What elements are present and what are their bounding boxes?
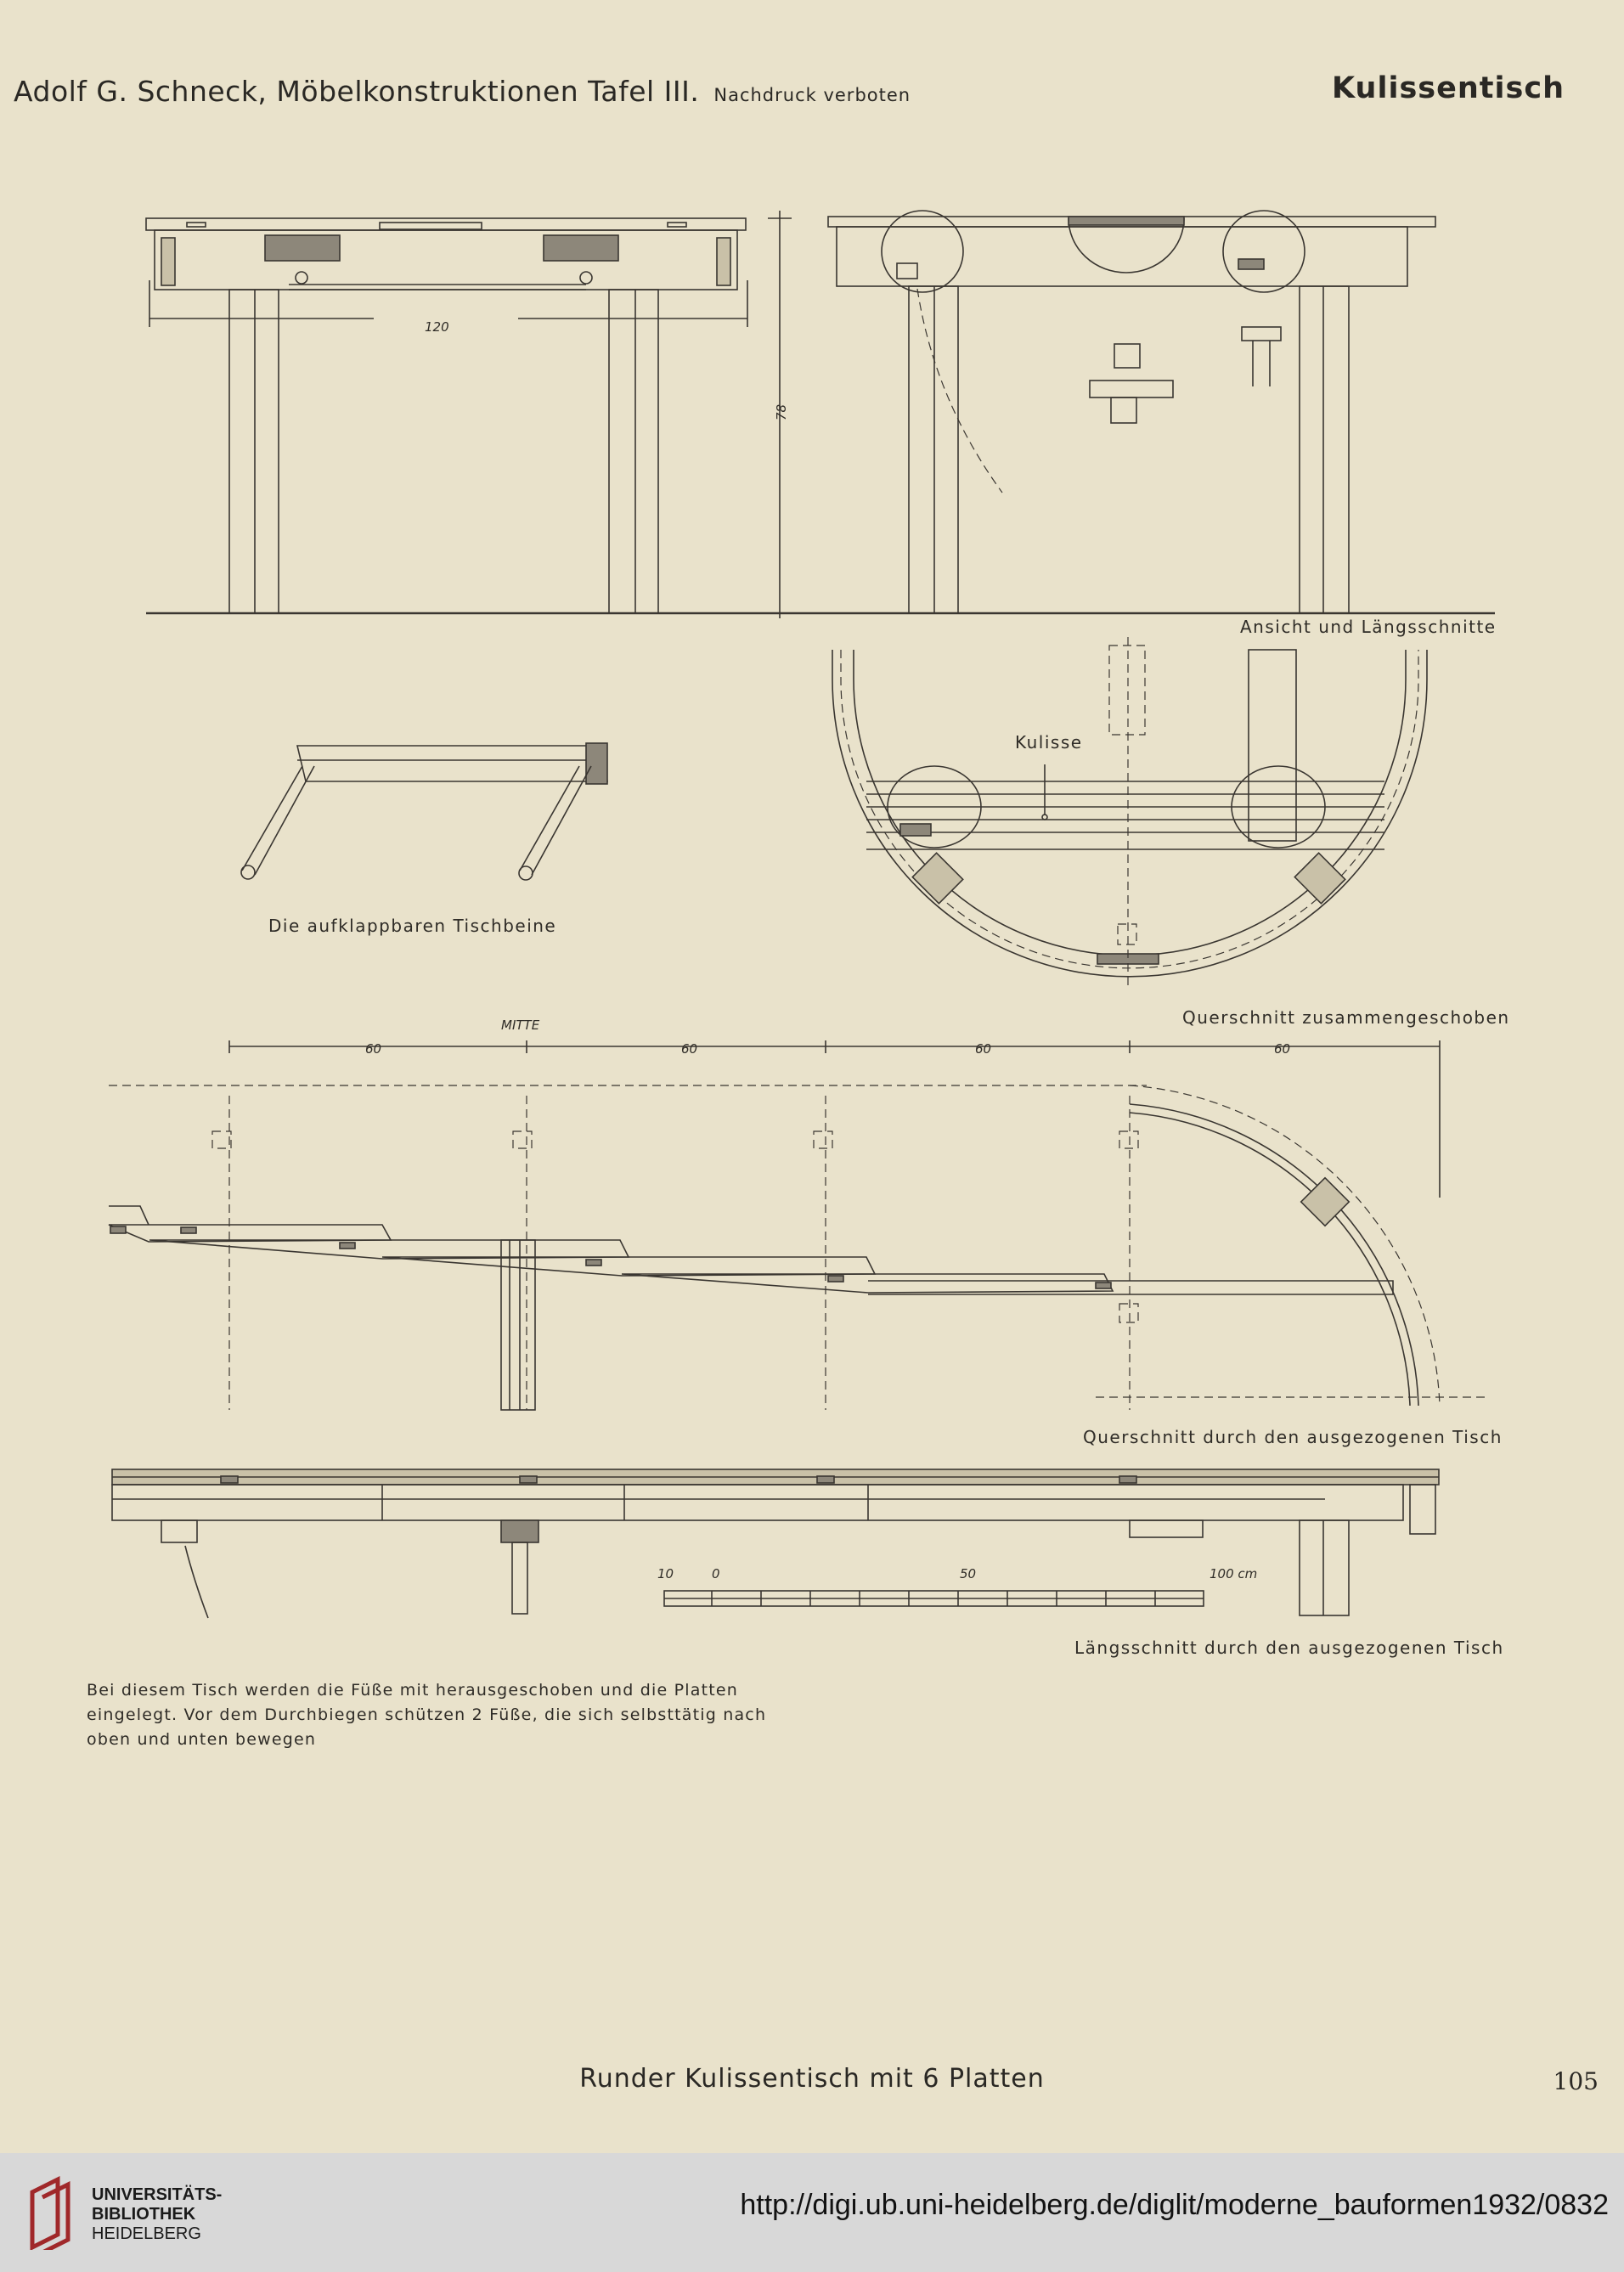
dimension-60-4: 60 [1274, 1041, 1291, 1057]
ub-logo-icon [24, 2175, 83, 2250]
dimension-60-3: 60 [975, 1041, 992, 1057]
caption-cross-closed: Querschnitt zusammengeschoben [1182, 1007, 1510, 1028]
dimension-60-2: 60 [681, 1041, 698, 1057]
label-mitte: MITTE [501, 1018, 540, 1033]
longitudinal-section-top [828, 211, 1435, 613]
header-author-title: Adolf G. Schneck, Möbelkonstruktionen Tafel III. [14, 75, 700, 108]
library-bar [0, 2153, 1624, 2272]
caption-views: Ansicht und Längsschnitte [1240, 617, 1497, 637]
ub-logo-text [92, 2185, 222, 2244]
description-text: Bei diesem Tisch werden die Füße mit herausgeschoben und die Platten eingelegt. Vor dem Durchbiegen schützen 2 Füße, die sich selbsttätig nach oben und unten bewegen [87, 1681, 767, 1749]
scale-label-50: 50 [960, 1566, 977, 1581]
plate-footer-title: Runder Kulissentisch mit 6 Platten [579, 2064, 1045, 2094]
scale-label-0: 0 [712, 1566, 720, 1581]
caption-folding-legs: Die aufklappbaren Tischbeine [268, 916, 557, 936]
scale-label-100: 100 cm [1210, 1566, 1258, 1581]
ub-line-2: BIBLIOTHEK [92, 2205, 196, 2224]
dimension-60-1: 60 [365, 1041, 382, 1057]
label-kulisse: Kulisse [1015, 732, 1083, 753]
dimension-width: 120 [425, 319, 449, 335]
source-url[interactable]: http://digi.ub.uni-heidelberg.de/diglit/moderne_bauformen1932/0832 [740, 2189, 1609, 2221]
page-number: 105 [1553, 2067, 1599, 2095]
caption-cross-extended: Querschnitt durch den ausgezogenen Tisch [1083, 1427, 1503, 1447]
ub-line-1: UNIVERSITÄTS- [92, 2185, 223, 2204]
dimension-height: 78 [774, 403, 789, 420]
front-elevation [146, 211, 1495, 618]
caption-longitudinal: Längsschnitt durch den ausgezogenen Tisch [1074, 1638, 1504, 1658]
ub-line-3: HEIDELBERG [92, 2224, 201, 2243]
cross-section-closed [832, 637, 1427, 989]
cross-section-extended [109, 1018, 1486, 1410]
plate-title: Kulissentisch [1332, 71, 1565, 105]
scale-label-10: 10 [657, 1566, 674, 1581]
folding-legs-view [241, 743, 607, 880]
header-copyright-note: Nachdruck verboten [713, 85, 911, 105]
longitudinal-section-extended [112, 1469, 1439, 1618]
